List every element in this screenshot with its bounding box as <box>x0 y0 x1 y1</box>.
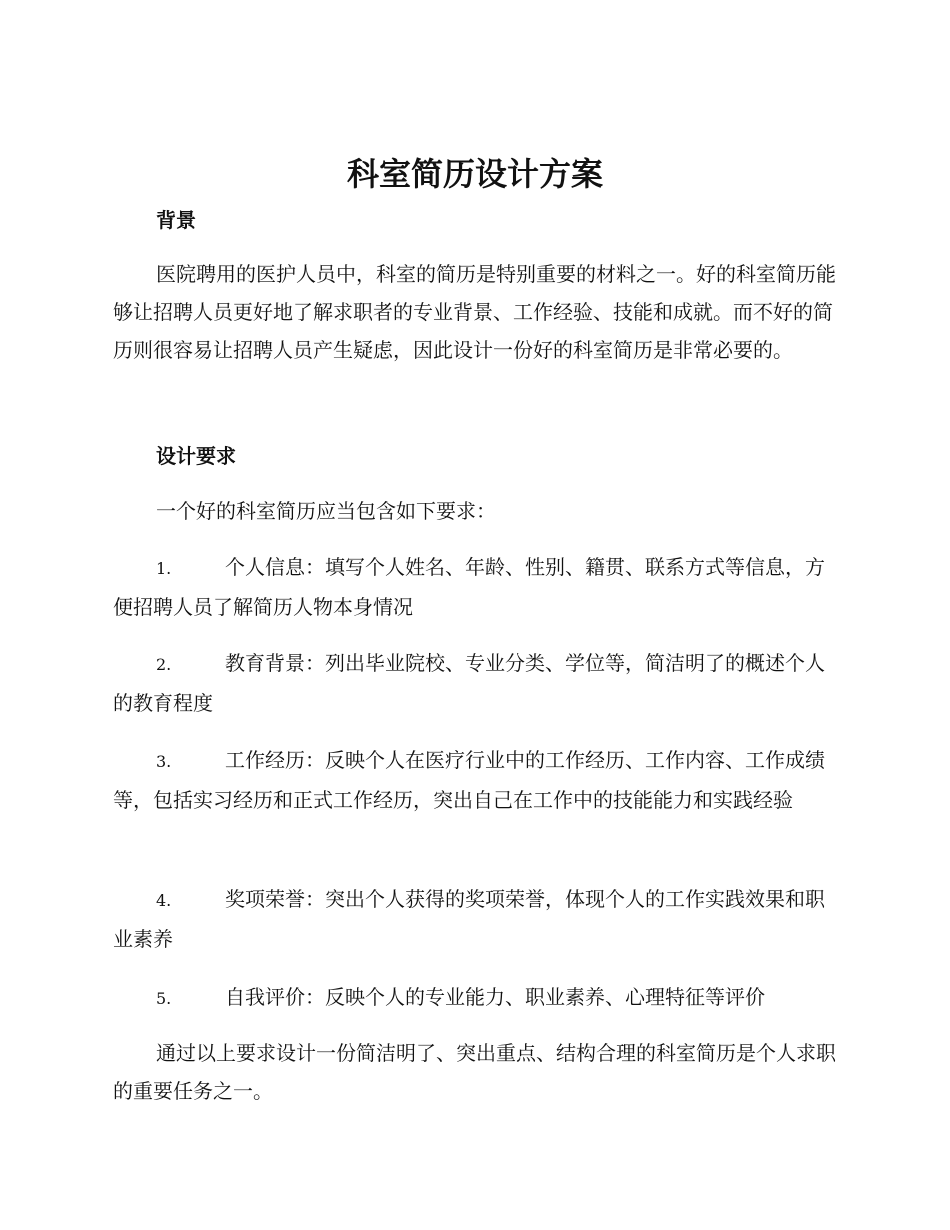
list-item-number: 4. <box>156 891 172 910</box>
list-item <box>113 548 837 626</box>
section-heading-requirements: 设计要求 <box>156 444 236 468</box>
requirements-intro: 一个好的科室简历应当包含如下要求： <box>156 499 496 523</box>
list-item <box>113 644 837 722</box>
list-item-number: 2. <box>156 655 172 674</box>
list-item-number: 5. <box>156 989 172 1008</box>
list-item-number: 3. <box>156 752 172 771</box>
section-heading-background: 背景 <box>156 208 196 232</box>
list-item-text: 自我评价：反映个人的专业能力、职业素养、心理特征等评价 <box>225 985 765 1009</box>
list-item-text: 工作经历：反映个人在医疗行业中的工作经历、工作内容、工作成绩等，包括实习经历和正式工作经历，突出自己在工作中的技能能力和实践经验 <box>113 748 825 812</box>
list-item-text: 奖项荣誉：突出个人获得的奖项荣誉，体现个人的工作实践效果和职业素养 <box>113 887 825 951</box>
list-item-number: 1. <box>156 559 172 578</box>
list-item-text: 教育背景：列出毕业院校、专业分类、学位等，简洁明了的概述个人的教育程度 <box>113 651 825 715</box>
background-paragraph: 医院聘用的医护人员中，科室的简历是特别重要的材料之一。好的科室简历能够让招聘人员更好地了解求职者的专业背景、工作经验、技能和成就。而不好的简历则很容易让招聘人员产生疑虑，因此设计一份好的科室简历是非常必要的。 <box>113 262 836 362</box>
list-item-text: 个人信息：填写个人姓名、年龄、性别、籍贯、联系方式等信息，方便招聘人员了解简历人物本身情况 <box>113 555 825 619</box>
conclusion-paragraph: 通过以上要求设计一份简洁明了、突出重点、结构合理的科室简历是个人求职的重要任务之一。 <box>113 1041 836 1103</box>
list-item <box>113 880 837 958</box>
document-title: 科室简历设计方案 <box>346 155 603 193</box>
list-item <box>113 978 837 1018</box>
list-item <box>113 741 837 819</box>
